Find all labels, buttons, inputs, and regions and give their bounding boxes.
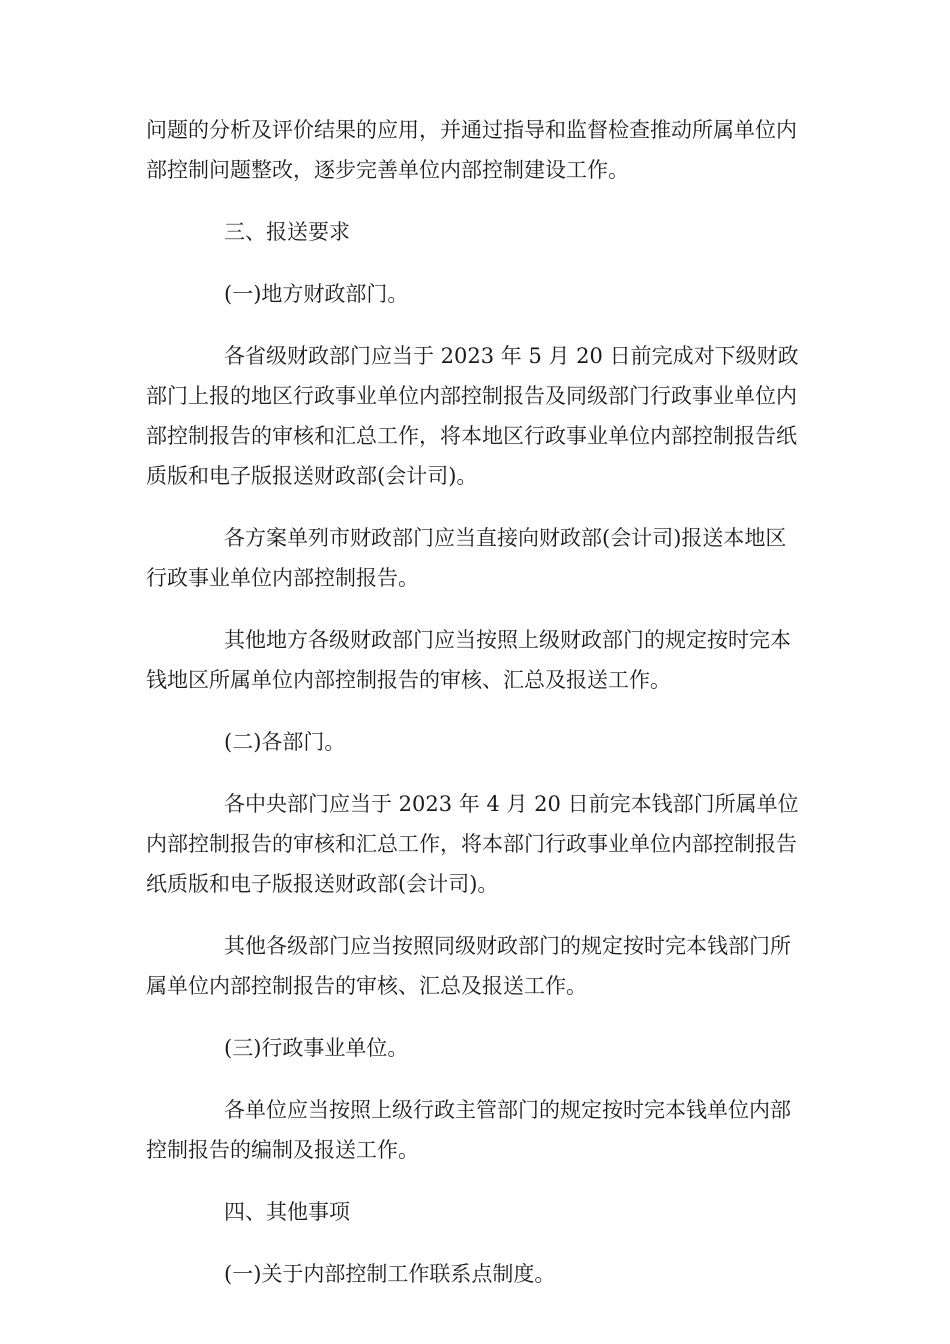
subheading-units: (三)行政事业单位。 [224, 1036, 409, 1060]
paragraph-continuation: 问题的分析及评价结果的应用，并通过指导和监督检查推动所属单位内部控制问题整改，逐步完善单位内部控制建设工作。 [146, 118, 797, 182]
subheading-local-finance: (一)地方财政部门。 [224, 282, 409, 306]
paragraph-other-departments: 其他各级部门应当按照同级财政部门的规定按时完本钱部门所属单位内部控制报告的审核、汇总及报送工作。 [146, 934, 791, 998]
paragraph-units: 各单位应当按照上级行政主管部门的规定按时完本钱单位内部控制报告的编制及报送工作。 [146, 1098, 791, 1162]
paragraph-provincial: 各省级财政部门应当于 2023 年 5 月 20 日前完成对下级财政部门上报的地区行政事业单位内部控制报告及同级部门行政事业单位内部控制报告的审核和汇总工作，将本地区行政事业单位内部控制报告纸质版和电子版报送财政部(会计司)。 [146, 344, 799, 488]
paragraph-municipal: 各方案单列市财政部门应当直接向财政部(会计司)报送本地区行政事业单位内部控制报告。 [146, 526, 787, 590]
subheading-departments: (二)各部门。 [224, 730, 346, 754]
section-heading-4: 四、其他事项 [224, 1200, 350, 1224]
paragraph-central-departments: 各中央部门应当于 2023 年 4 月 20 日前完本钱部门所属单位内部控制报告的审核和汇总工作，将本部门行政事业单位内部控制报告纸质版和电子版报送财政部(会计司)。 [146, 792, 799, 896]
document-page [146, 110, 806, 1294]
paragraph-other-local: 其他地方各级财政部门应当按照上级财政部门的规定按时完本钱地区所属单位内部控制报告的审核、汇总及报送工作。 [146, 628, 791, 692]
subheading-contact-point: (一)关于内部控制工作联系点制度。 [224, 1262, 556, 1286]
section-heading-3: 三、报送要求 [224, 220, 350, 244]
